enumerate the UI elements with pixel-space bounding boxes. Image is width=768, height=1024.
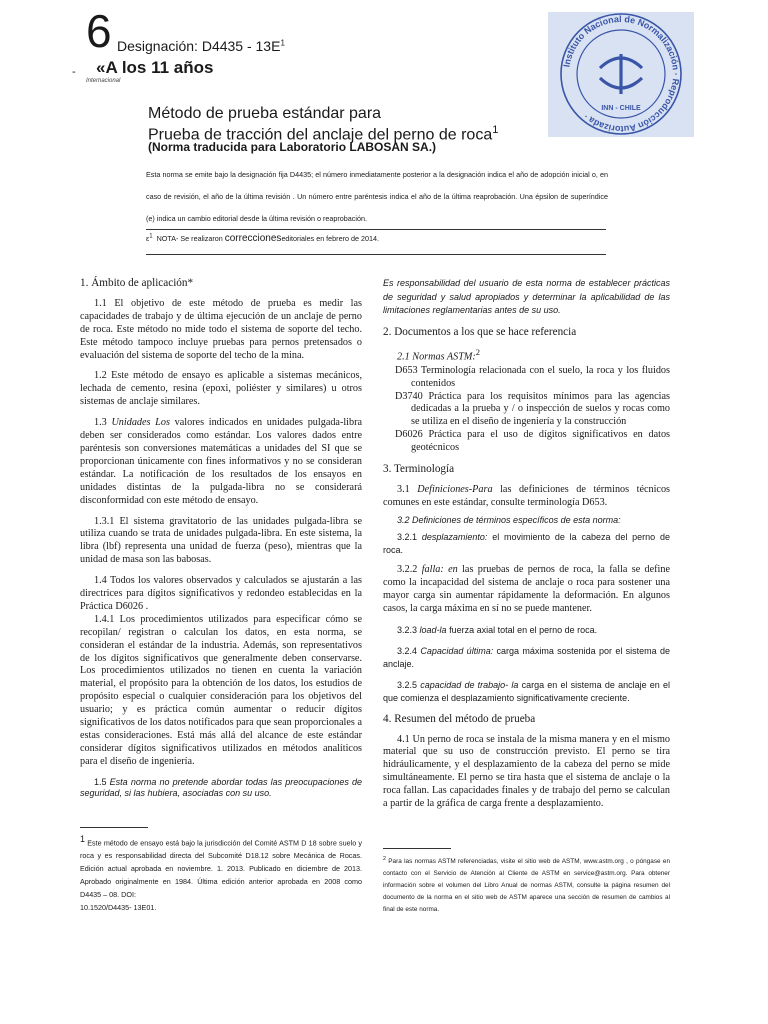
paragraph-3-2-3-label: 3.2.3 — [397, 625, 418, 636]
paragraph-1-3 — [80, 417, 362, 507]
title-line-3: (Norma traducida para Laboratorio LABOSAN SA.) — [148, 140, 437, 154]
section-1-heading: 1. Ámbito de aplicación* — [80, 277, 194, 289]
reference-d3740: D3740 Práctica para los requisitos mínimos para las agencias dedicadas a la prueba y / o inspección de suelos y rocas como se utiliza en el diseño de ingeniería y la construcción — [395, 390, 670, 428]
footnote-2 — [383, 853, 670, 916]
rule-bottom — [146, 254, 606, 255]
title-line-2-text: Prueba de tracción del anclaje del perno de roca — [148, 126, 493, 144]
paragraph-3-2-2 — [383, 564, 670, 616]
paragraph-3-2-1-italic: desplazamiento: — [421, 531, 488, 542]
paragraph-3-2-3-text: fuerza axial total en el perno de roca. — [449, 625, 598, 636]
paragraph-1-5-label: 1.5 — [94, 776, 107, 787]
rule-top — [146, 229, 606, 230]
paragraph-3-2-2-text: las pruebas de pernos de roca, la falla se define como la incapacidad del sistema de anclaje o roca para sostener una mayor carga sin aumentar rápidamente la deformación. En algunos casos, la carga máxima en sí no se puede mantener. — [383, 564, 671, 615]
dash-mark: - — [72, 66, 76, 78]
paragraph-1-1: 1.1 El objetivo de este método de prueba es medir las capacidades de trabajo y de última ejecución de un anclaje de perno de roca. Este método no mide todo el sistema de soporte del techo. Este método tampoco incluye pruebas para pernos pretensados o evaluación del sistema de soporte del techo de la mina. — [80, 297, 362, 361]
paragraph-3-2-2-italic: falla: en — [421, 564, 458, 576]
paragraph-3-1-label: 3.1 — [397, 483, 410, 495]
paragraph-3-2-5-label: 3.2.5 — [397, 679, 418, 690]
inn-chile-seal — [548, 12, 694, 137]
reference-d653: D653 Terminología relacionada con el suelo, la roca y los fluidos contenidos — [395, 364, 670, 389]
paragraph-1-3-label: 1.3 — [94, 417, 107, 429]
footnote-1 — [80, 833, 362, 914]
paragraph-3-2-1-label: 3.2.1 — [397, 531, 418, 542]
paragraph-2-1-sup: 2 — [475, 347, 481, 358]
paragraph-3-2-4-label: 3.2.4 — [397, 646, 418, 657]
version-tag: «A los 11 años — [96, 58, 214, 77]
designation-text: Designación: D4435 - 13E — [117, 38, 281, 54]
footnote-1-rule — [80, 827, 148, 828]
paragraph-3-1-italic: Definiciones-Para — [417, 483, 493, 495]
paragraph-1-5 — [80, 777, 362, 800]
intro-paragraph: Esta norma se emite bajo la designación fija D4435; el número inmediatamente posterior a la designación indica el año de adopción inicial o, en caso de revisión, el año de la última revisión . Un número entre paréntesis indica el año de la última reaprobación. Una épsilon de superíndice (e) indica un cambio editorial desde la última revisión o reaprobación. — [146, 170, 608, 223]
paragraph-1-4: 1.4 Todos los valores observados y calculados se ajustarán a las directrices para dígitos significativos y redondeo establecidas en la Práctica D6026 . — [80, 575, 362, 612]
paragraph-3-2-1-text: el movimiento de la cabeza del perno de roca. — [383, 531, 670, 555]
paragraph-2-1 — [383, 346, 670, 364]
left-column — [80, 277, 362, 800]
note-epsilon-sup: 1 — [149, 233, 153, 240]
right-column — [383, 277, 670, 811]
paragraph-3-2-5-text: carga en el sistema de anclaje en el que comienza el desplazamiento significativamente creciente. — [383, 679, 670, 703]
section-3-heading: 3. Terminología — [383, 463, 455, 476]
paragraph-1-3-1: 1.3.1 El sistema gravitatorio de las unidades pulgada-libra se utiliza cuando se trata de unidades pulgada-libra. En este sistema, la libra (lbf) representa una unidad de fuerza (peso), mientras que la unidad de masa son las babosas. — [80, 515, 362, 566]
paragraph-3-2-4-text: carga máxima sostenida por el sistema de anclaje. — [383, 646, 670, 669]
note-epsilon: ε — [146, 234, 150, 243]
svg-text:INN - CHILE: INN - CHILE — [601, 105, 641, 112]
paragraph-3-2-1 — [383, 531, 670, 557]
note-text-big: correcciones — [224, 233, 282, 244]
paragraph-3-2: 3.2 Definiciones de términos específicos de esta norma: — [397, 514, 621, 525]
svg-text:Instituto Nacional de Normaliz: Instituto Nacional de Normalización · Reproducción Autorizada · — [561, 13, 682, 135]
paragraph-2-1-text: 2.1 Normas ASTM: — [397, 351, 476, 363]
paragraph-3-1 — [383, 484, 670, 510]
note-text-b: editoriales en febrero de 2014. — [281, 234, 379, 243]
paragraph-1-5-text: Esta norma no pretende abordar todas las preocupaciones de seguridad, si las hubiera, asociadas con su uso. — [80, 776, 362, 799]
paragraph-1-3-italic: Unidades Los — [111, 417, 170, 429]
international-tag: Internacional — [86, 78, 121, 84]
designation-superscript: 1 — [280, 38, 285, 48]
paragraph-1-4-1: 1.4.1 Los procedimientos utilizados para especificar cómo se recopilan/ registran o calculan los datos, en esta norma, se consideran el estándar de la industria. Además, son representativos de los dígitos significativos que generalmente deben conservarse. Los procedimientos utilizados no tienen en cuenta la variación material, el propósito para la obtención de los datos, los estudios de propósito especial o cualquier consideración para los objetivos del usuario; y es práctica común aumentar o reducir dígitos significativos de los datos notificados para que sean proporcionales a estas consideraciones. Está más allá del alcance de este estándar considerar dígitos significativos utilizados en métodos analíticos para el diseño de ingeniería. — [80, 613, 362, 767]
title-line-1: Método de prueba estándar para — [148, 105, 382, 122]
footnote-2-rule — [383, 848, 451, 849]
section-2-heading: 2. Documentos a los que se hace referencia — [383, 325, 577, 338]
paragraph-3-1-text: las definiciones de términos técnicos comunes en este estándar, consulte terminología D653. — [383, 483, 671, 508]
footnote-1-doi: 10.1520/D4435- 13E01. — [80, 903, 157, 913]
paragraph-1-2: 1.2 Este método de ensayo es aplicable a sistemas mecánicos, lechada de cemento, resina (epoxi, poliéster y similares) u otros sistemas de anclaje similares. — [80, 370, 362, 408]
footnote-2-number: 2 — [383, 856, 386, 862]
title-superscript: 1 — [492, 124, 499, 136]
paragraph-3-2-3-italic: load-la — [419, 625, 447, 636]
section-4-heading: 4. Resumen del método de prueba — [383, 712, 536, 725]
paragraph-3-2-5 — [383, 679, 670, 705]
paragraph-3-2-3 — [383, 624, 670, 637]
paragraph-1-5-continued: Es responsabilidad del usuario de esta norma de establecer prácticas de seguridad y salud apropiados y determinar la aplicabilidad de las limitaciones reglamentarias antes de su uso. — [383, 278, 670, 315]
reference-d6026: D6026 Práctica para el uso de dígitos significativos en datos geotécnicos — [395, 429, 670, 454]
paragraph-3-2-2-label: 3.2.2 — [397, 564, 418, 576]
paragraph-4-1: 4.1 Un perno de roca se instala de la misma manera y en el mismo material que su uso de construcción previsto. El perno se tira hidráulicamente, y el desplazamiento de la cabeza del perno se mide simultáneamente. El perno se tira hasta que el sistema de anclaje o la roca fallan. Las capacidades finales y de trabajo del perno se calculan a partir de la gráfica de carga frente a desplazamiento. — [383, 733, 670, 810]
footnote-1-text: Este método de ensayo está bajo la jurisdicción del Comité ASTM D 18 sobre suelo y roca y es responsabilidad directa del Subcomité D18.12 sobre Mecánica de Rocas. Edición actual aprobada en noviembre. 1. 2013. Publicado en diciembre de 2013. Aprobado originalmente en 1984. Última edición anterior aprobada en 2008 como D4435 – 08. DOI: — [80, 838, 363, 900]
footnote-1-number: 1 — [80, 834, 86, 844]
paragraph-3-2-5-italic: capacidad de trabajo- la — [420, 679, 519, 690]
editorial-note — [146, 233, 379, 244]
paragraph-1-3-text: valores indicados en unidades pulgada-libra deben ser considerados como estándar. Los valores dados entre paréntesis son conversiones matemáticas a unidades del SI que se proporcionan únicamente con fines informativos y no se consideran estándar. La notificación de los resultados de los ensayos en unidades distintas de la pulgada-libra no se considerará disconformidad con este método de ensayo. — [80, 417, 363, 506]
document-number: 6 — [86, 5, 112, 57]
note-text-a: NOTA- Se realizaron — [156, 234, 223, 243]
designation-line — [117, 38, 285, 54]
paragraph-3-2-4-italic: Capacidad última: — [420, 646, 494, 657]
paragraph-3-2-4 — [383, 645, 670, 671]
footnote-2-text: Para las normas ASTM referenciadas, visite el sitio web de ASTM, www.astm.org , o póngase en contacto con el Servicio de Atención al Cliente de ASTM en service@astm.org. Para obtener información sobre el volumen del Libro Anual de normas ASTM, consulte la página resumen del documento de la norma en el sitio web de ASTM aparece una sección de resumen de cambios al final de este norma. — [383, 858, 670, 914]
seal-graphic — [548, 12, 694, 137]
